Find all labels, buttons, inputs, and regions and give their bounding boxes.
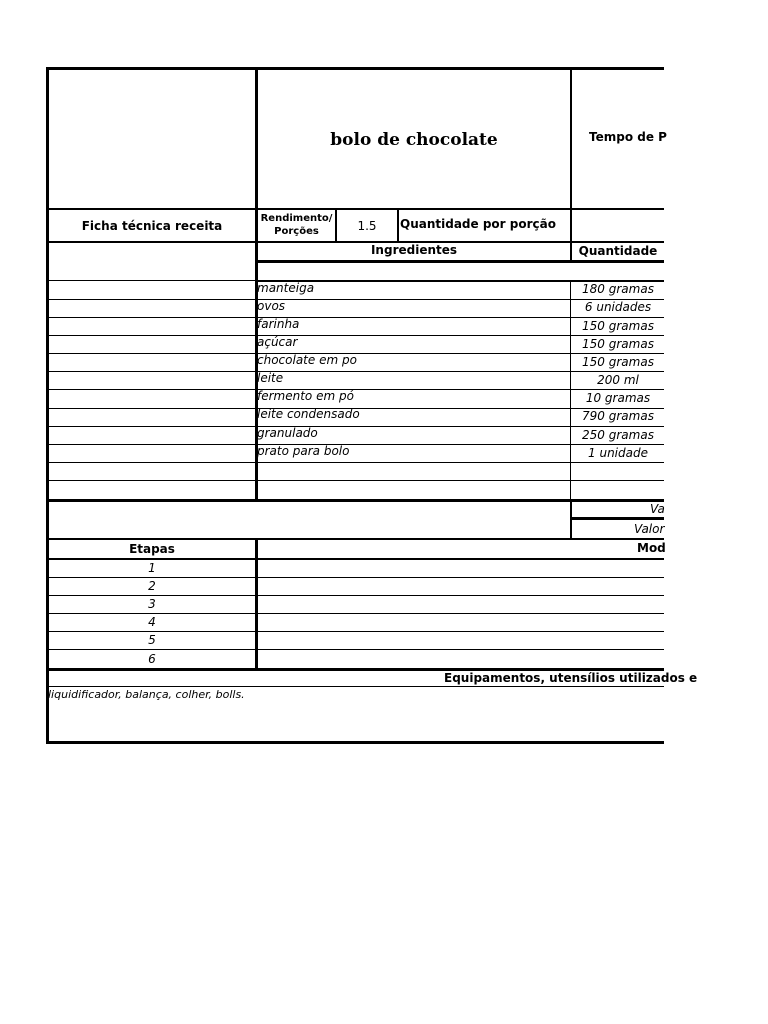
row-line bbox=[47, 480, 664, 481]
valor-label-2: Valor bbox=[634, 522, 665, 536]
line-ingredients-header-thick bbox=[256, 260, 664, 263]
line-equip-header bbox=[47, 686, 664, 687]
equipamentos-value: liquidificador, balança, colher, bolls. bbox=[48, 688, 245, 701]
row-line bbox=[47, 462, 664, 463]
ingredient-name: farinha bbox=[257, 317, 300, 331]
modo-header: Mod bbox=[637, 541, 666, 555]
ingredient-qty: 200 ml bbox=[597, 373, 639, 387]
step-number: 1 bbox=[148, 561, 156, 575]
ingredient-qty: 6 unidades bbox=[584, 300, 652, 314]
rendimento-label bbox=[258, 211, 335, 241]
ingredient-qty: 1 unidade bbox=[588, 446, 648, 460]
col-line-rend-label bbox=[397, 208, 399, 243]
step-number: 4 bbox=[148, 615, 156, 629]
ingredient-qty: 10 gramas bbox=[585, 391, 651, 405]
step-number: 2 bbox=[148, 579, 156, 593]
rendimento-label-line1: Rendimento/ bbox=[260, 213, 333, 224]
ingredient-qty: 250 gramas bbox=[582, 428, 654, 442]
row-line bbox=[47, 613, 664, 614]
rendimento-label-line2: Porções bbox=[274, 226, 319, 237]
col-line-header-right bbox=[570, 67, 572, 210]
ingredient-name: chocolate em po bbox=[257, 353, 357, 367]
line-left-ingredients-header bbox=[47, 280, 257, 281]
ingredient-name: ovos bbox=[257, 299, 286, 313]
row-line bbox=[47, 631, 664, 632]
recipe-title: bolo de chocolate bbox=[330, 130, 498, 150]
ingredient-qty: 150 gramas bbox=[582, 337, 654, 351]
ingredient-name: leite bbox=[257, 371, 284, 385]
row-line bbox=[47, 649, 664, 650]
col-line-totals bbox=[570, 500, 572, 540]
ingredient-name: granulado bbox=[257, 426, 318, 440]
ingredient-qty: 150 gramas bbox=[582, 319, 654, 333]
ingredient-qty: 790 gramas bbox=[582, 409, 654, 423]
row-line bbox=[47, 595, 664, 596]
ingredient-name: fermento em pó bbox=[257, 389, 354, 403]
col-line-qty-rows bbox=[570, 280, 571, 501]
equipamentos-label: Equipamentos, utensílios utilizados e bbox=[444, 671, 698, 685]
row-line bbox=[47, 444, 664, 445]
row-line bbox=[47, 317, 664, 318]
line-steps-header bbox=[47, 558, 664, 560]
row-line bbox=[47, 335, 664, 336]
ingredient-name: leite condensado bbox=[257, 407, 360, 421]
ingredient-qty: 150 gramas bbox=[582, 355, 654, 369]
ingredient-name: manteiga bbox=[257, 281, 315, 295]
step-number: 3 bbox=[148, 597, 156, 611]
row-line bbox=[47, 426, 664, 427]
prep-time-label: Tempo de P bbox=[589, 130, 667, 144]
border-bottom bbox=[47, 741, 664, 744]
ingredientes-header: Ingredientes bbox=[370, 243, 458, 257]
row-line bbox=[47, 577, 664, 578]
etapas-header: Etapas bbox=[129, 542, 175, 556]
col-line-qty-porcao bbox=[570, 208, 572, 243]
line-total-mid bbox=[571, 517, 664, 520]
ingredient-name: açúcar bbox=[257, 335, 298, 349]
row-line bbox=[47, 371, 664, 372]
col-line-1-steps bbox=[255, 538, 258, 670]
step-number: 5 bbox=[148, 633, 156, 647]
valor-label-1: Va bbox=[650, 502, 665, 516]
ingredient-name: prato para bolo bbox=[257, 444, 350, 458]
step-number: 6 bbox=[148, 652, 156, 666]
rendimento-value: 1.5 bbox=[357, 219, 377, 233]
quantidade-header: Quantidade bbox=[578, 244, 658, 258]
qtd-por-porcao-label: Quantidade por porção bbox=[400, 217, 556, 231]
ficha-tecnica-label: Ficha técnica receita bbox=[81, 219, 223, 233]
row-line bbox=[47, 389, 664, 390]
ingredient-qty: 180 gramas bbox=[582, 282, 654, 296]
